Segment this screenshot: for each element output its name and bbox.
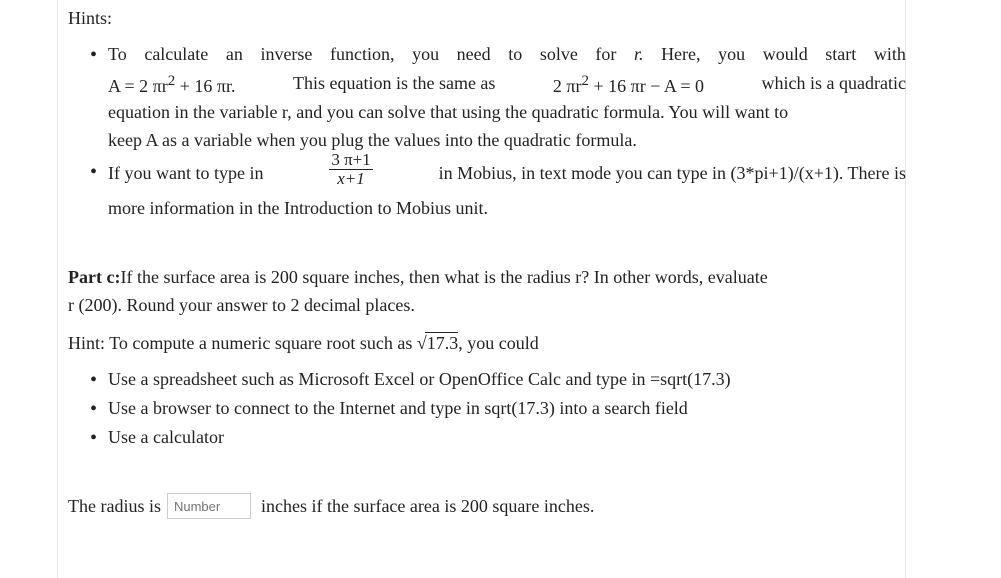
question-panel: Hints: • To calculate an inverse function, you need to solve for r. Here, you would start with A = 2 $\pi r^2 + 16$ πr. This equation is the same as 2 $\pi r^2 + 16$ πr − A = 0 which is a quadratic equation in the variable r, and you can solve that using the quadratic formula. You will want to keep A as a variable when you plug the values into the quadratic formula. • If you want to type in $\frac{3 \pi+1}{x+1}$ in Mobius, in text mode you can type in (3*pi+1)/(x+1). There is more information in the Introduction to Mobius unit. Part c: If the surface area is 200 square inches, then what is the radius r? In other words, evaluate r (200). Round your answer to 2 decimal places. Hint: To compute a numeric square root such as √17.3, you could • Use a spreadsheet such as Microsoft Excel or OpenOffice Calc and type in =sqrt(17.3) • Use a browser to connect to the Internet and type in sqrt(17.3) into a search field • Use a calculator The radius is Number inches if the surface area is 200 square inches. <box>57 0 906 578</box>
fraction: $\frac{3 \pi+1}{x+1}$ <box>331 150 371 188</box>
partc-label: Part c: <box>68 267 121 287</box>
sqrt-icon: √ <box>416 333 427 353</box>
bullet-icon: • <box>90 427 98 449</box>
answer-row: The radius is Number inches if the surface area is 200 square inches. <box>68 493 594 519</box>
bullet-icon: • <box>90 369 98 391</box>
radius-answer-input[interactable] <box>167 493 251 519</box>
bullet-icon: • <box>90 161 98 183</box>
sqrt-hint: Hint: To compute a numeric square root such as √17.3, you could <box>68 333 539 353</box>
partc-line-2: r (200). Round your answer to 2 decimal places. <box>68 295 415 315</box>
partc-line-1: Part c: If the surface area is 200 square inches, then what is the radius r? In other words, evaluate <box>68 267 768 287</box>
hint-line-5: If you want to type in $\frac{3 \pi+1}{x+1}$ in Mobius, in text mode you can type in (3*pi+1)/(x+1). There is <box>108 150 906 188</box>
hints-heading: Hints: <box>68 8 113 28</box>
hint-line-6: more information in the Introduction to Mobius unit. <box>108 198 488 218</box>
hint-line-4: keep A as a variable when you plug the values into the quadratic formula. <box>108 130 637 150</box>
hint-line-1: To calculate an inverse function, you need to solve for r. Here, you would start with <box>108 44 906 64</box>
bullet-icon: • <box>90 44 98 66</box>
hint-line-3: equation in the variable r, and you can solve that using the quadratic formula. You will want to <box>108 102 789 122</box>
hint-line-2: A = 2 $\pi r^2 + 16$ πr. This equation is the same as 2 $\pi r^2 + 16$ πr − A = 0 which is a quadratic <box>108 73 906 96</box>
bullet-icon: • <box>90 398 98 420</box>
